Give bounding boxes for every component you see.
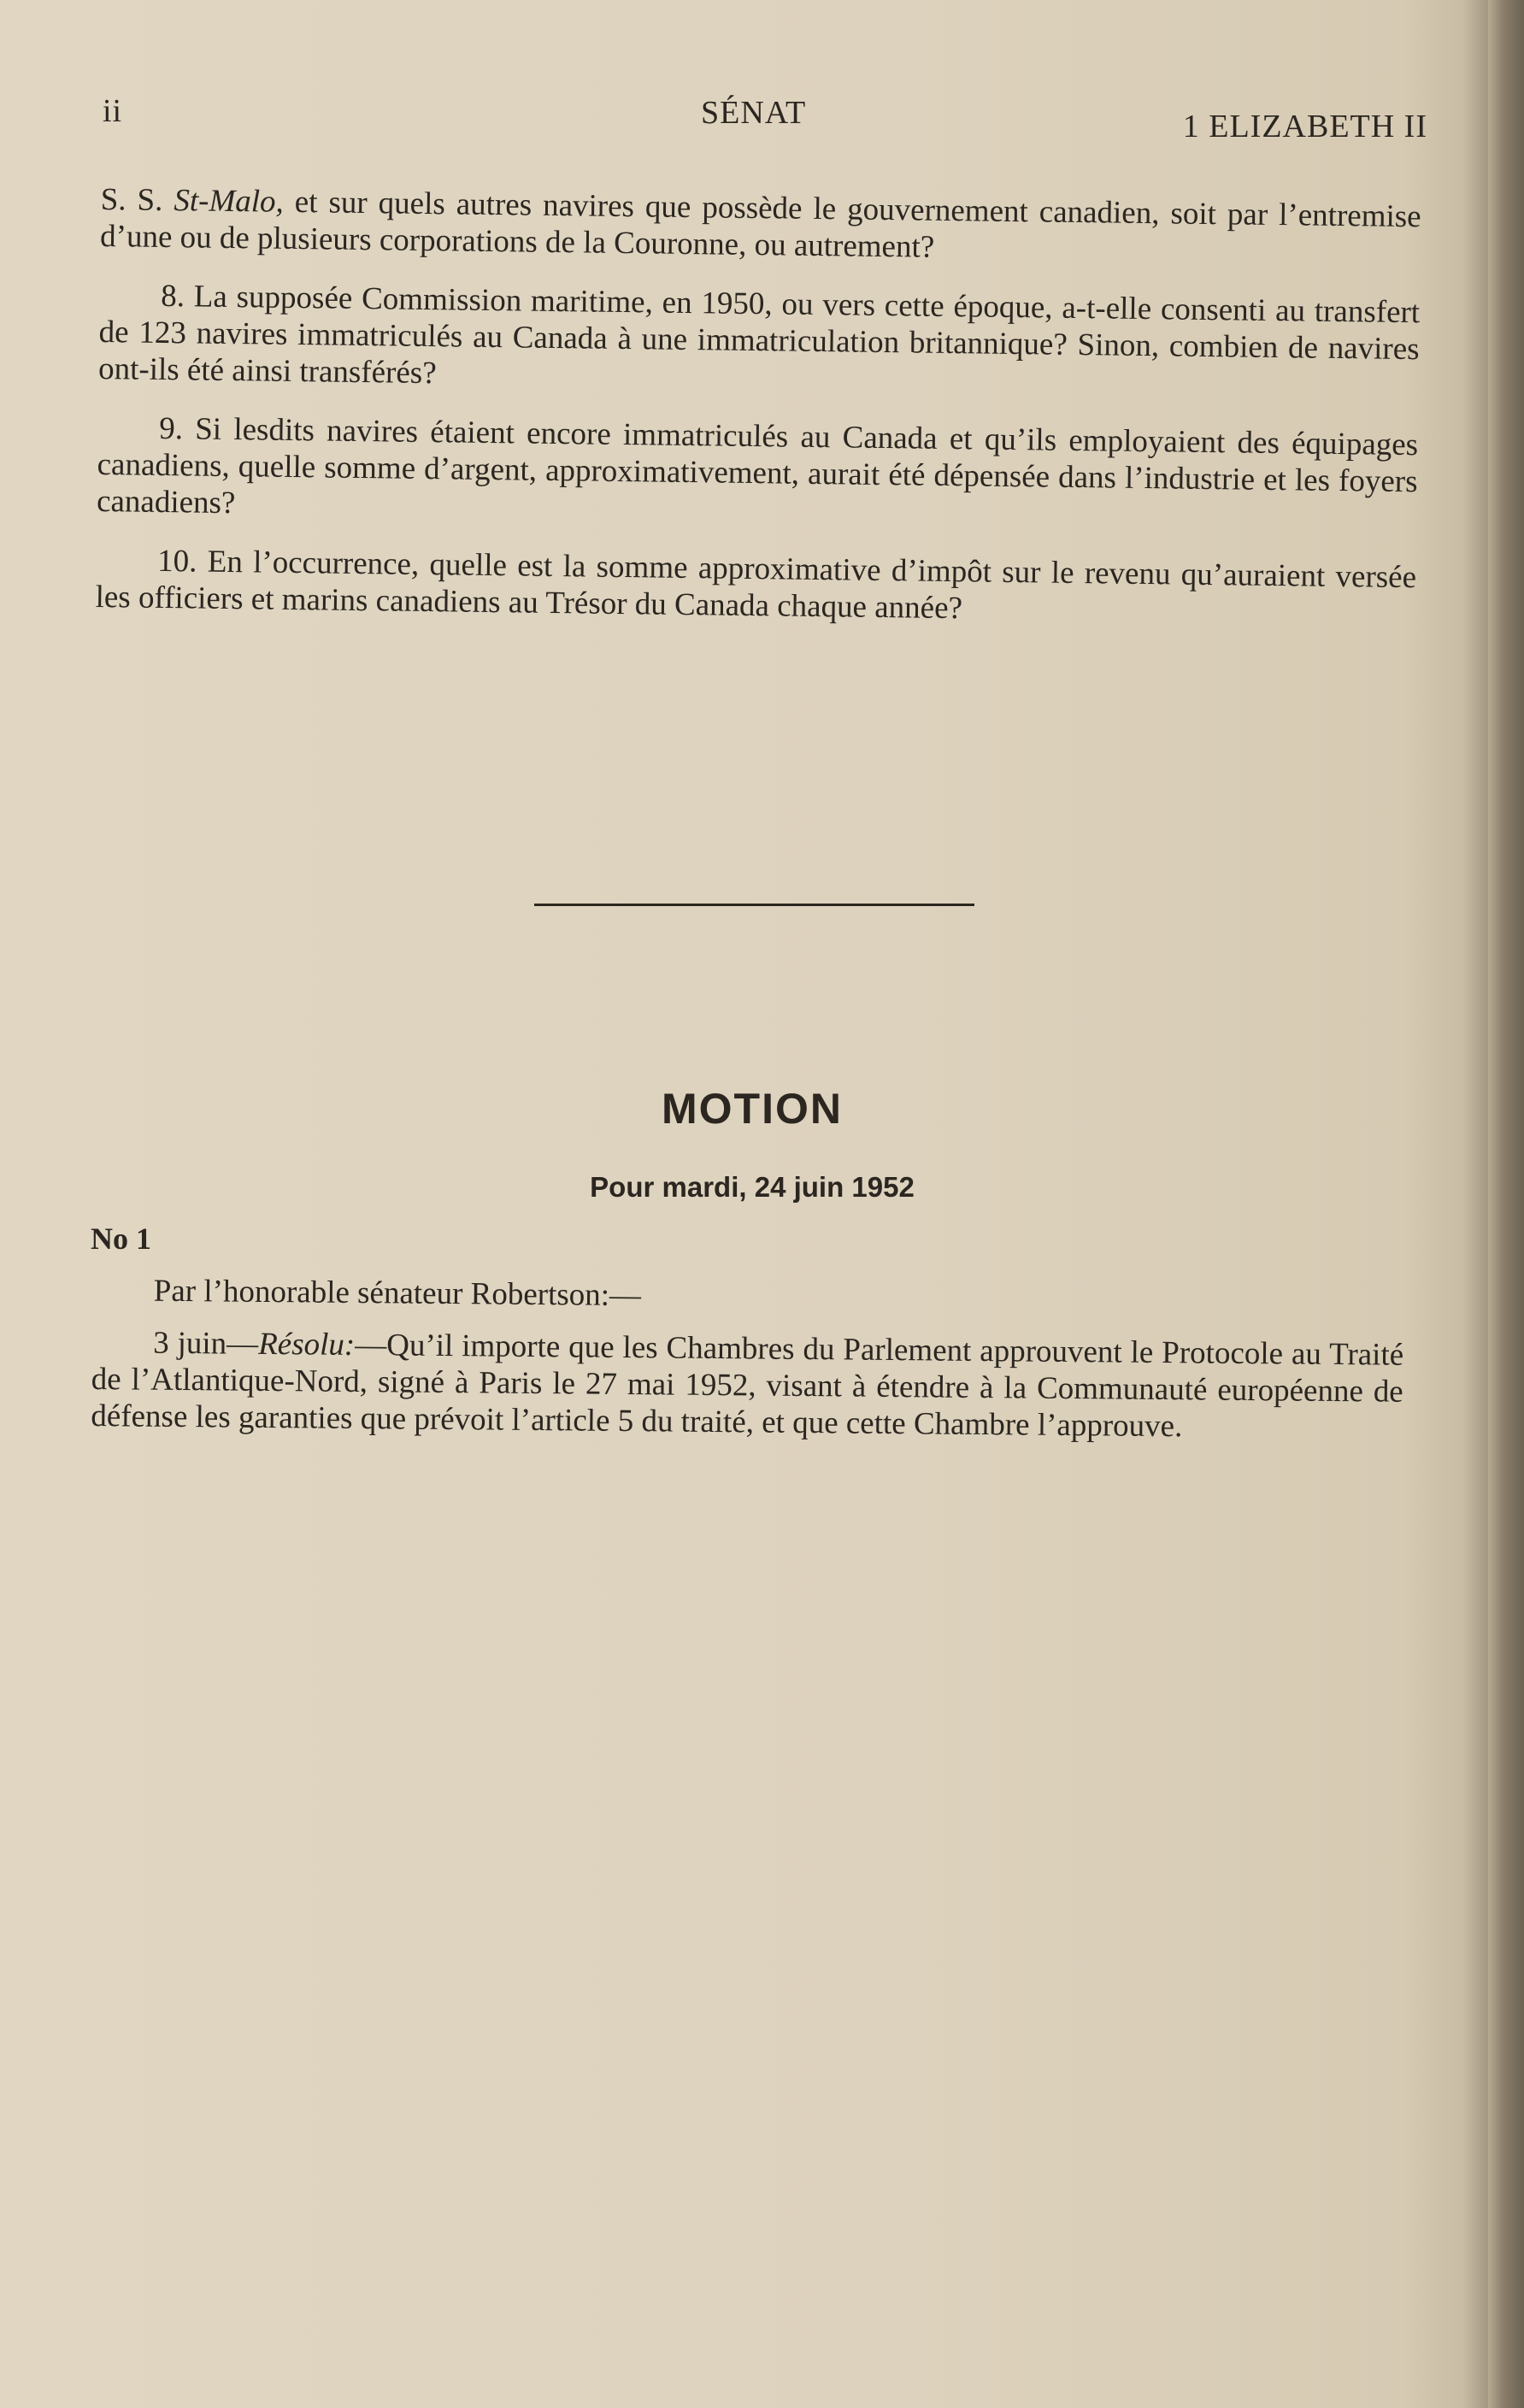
ship-name: St-Malo, — [174, 183, 285, 220]
book-gutter-shadow — [1488, 0, 1524, 2408]
motion-date-line: Pour mardi, 24 juin 1952 — [590, 1171, 915, 1203]
resolution-keyword: Résolu: — [257, 1326, 356, 1363]
motion-heading: MOTION — [662, 1085, 843, 1133]
running-title: SÉNAT — [701, 95, 807, 131]
motion-mover: Par l’honorable sénateur Robertson:— — [153, 1273, 642, 1314]
questions-section — [95, 181, 1421, 655]
motion-resolution — [91, 1324, 1403, 1447]
running-head — [103, 92, 1427, 144]
motion-body — [91, 1272, 1404, 1469]
question-8: 8. La supposée Commission maritime, en 1950, ou vers cette époque, a-t-elle consenti au transfert de 123 navires immatriculés au Canada à une immatriculation britannique? Sinon, combien de navires ont-ils été ainsi transférés? — [97, 278, 1421, 392]
resolution-text: —Qu’il importe que les Chambres du Parlement approuvent le Protocole au Traité de l’Atlantique-Nord, signé à Paris le 27 mai 1952, visant à étendre à la Communauté européenne de défense les garanties que prévoit l’article 5 du traité, et que cette Chambre l’approuve. — [91, 1327, 1404, 1445]
regnal-year: 1 ELIZABETH II — [1182, 109, 1427, 144]
resolution-date: 3 juin— — [153, 1325, 259, 1362]
continuation-prefix: S. S. — [100, 181, 174, 219]
section-divider — [534, 904, 974, 906]
motion-number: No 1 — [91, 1222, 151, 1256]
question-9: 9. Si lesdits navires étaient encore immatriculés au Canada et qu’ils employaient des équipages canadiens, quelle somme d’argent, approximativement, aurait été dépensée dans l’industrie et les foyers canadiens? — [96, 410, 1419, 521]
page-folio: ii — [103, 93, 123, 129]
question-10: 10. En l’occurrence, quelle est la somme approximative d’impôt sur le revenu qu’auraient versée les officiers et marins canadiens au Trésor du Canada chaque année? — [95, 543, 1417, 627]
continuation-text: et sur quels autres navires que possède le gouvernement canadien, soit par l’entremise d’une ou de plusieurs corporations de la Couronne, ou autrement? — [99, 184, 1421, 265]
